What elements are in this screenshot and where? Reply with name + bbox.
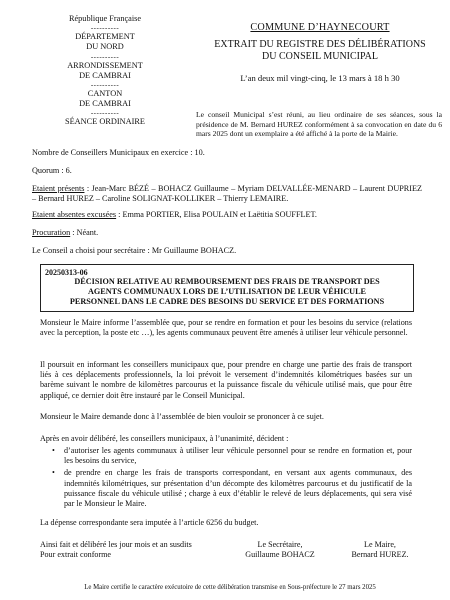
list-item [52,468,412,509]
decision-list [52,446,412,509]
mayor-title: Le Maire, [364,540,396,549]
deliberation-title-line-3: PERSONNEL DANS LE CADRE DES BESOINS DU SERVICE ET DES FORMATIONS [69,297,385,306]
list-item-text: d’autoriser les agents communaux à utiliser leur véhicule personnel pour se rendre en formation et, pour les besoins du service, [64,446,412,466]
quorum: Quorum : 6. [32,166,72,175]
register-extract-title [195,39,445,63]
procuration [32,228,422,238]
deliberation-title-line-1: DÉCISION RELATIVE AU REMBOURSEMENT DES FRAIS DE TRANSPORT DES [74,277,380,286]
mayor-name: Bernard HUREZ. [351,550,409,560]
department-line-1: DÉPARTEMENT [75,32,135,42]
separator: ---------- [90,52,120,61]
absents-names: : Emma PORTIER, Elisa POULAIN et Laëtitia SOUFFLET. [116,210,317,219]
absents-label: Etaient absentes excusées [32,210,117,219]
bullet-icon: • [52,468,55,478]
closing-line-1: Ainsi fait et délibéré les jour mois et an susdits [40,540,192,549]
closing-line-2: Pour extrait conforme [40,550,112,560]
footer-text: Le Maire certifie le caractère exécutoire de cette délibération transmise en Sous-préfecture le 27 mars 2025 [84,584,376,591]
republic-label: République Française [68,14,142,23]
deliberation-title-box [40,264,414,312]
mayor-signature [340,540,420,560]
separator: ---------- [90,109,120,118]
extract-line-2: DU CONSEIL MUNICIPAL [262,51,378,62]
secretary-signature [240,540,320,560]
conseillers-count: Nombre de Conseillers Municipaux en exercice : 10. [32,148,205,157]
paragraph-5: La dépense correspondante sera imputée à l’article 6256 du budget. [40,518,259,527]
procuration-value: : Néant. [70,228,99,237]
secretary-name: Guillaume BOHACZ [245,550,315,560]
secretary-title: Le Secrétaire, [257,540,303,549]
paragraph-3: Monsieur le Maire demande donc à l’assemblée de bien vouloir se prononcer à ce sujet. [40,412,324,421]
executory-footer [40,584,420,592]
session-type: SÉANCE ORDINAIRE [65,117,145,127]
bullet-icon: • [52,446,55,455]
paragraph-1: Monsieur le Maire informe l’assemblée que, pour se rendre en formation et pour les besoins du service (relations avec la perception, la poste etc …), les agents communaux peuvent être amenés à utiliser leur véhicule personnel. [40,318,412,338]
intro-paragraph: Le conseil Municipal s’est réuni, au lieu ordinaire de ses séances, sous la présidence de M. Bernard HUREZ conformément à sa convocation en date du 6 mars 2025 dont un exemplaire a été affiché à la porte de la Mairie. [196,110,442,139]
presents-label: Etaient présents [32,184,85,193]
absents-list [32,210,422,220]
arrondissement-line-2: DE CAMBRAI [79,70,131,80]
secretary-choice: Le Conseil a choisi pour secrétaire : Mr Guillaume BOHACZ. [32,246,237,255]
canton-line-2: DE CAMBRAI [79,99,131,109]
presents-list [32,184,422,204]
separator: ---------- [90,81,120,90]
closing-formula [40,540,192,560]
presents-names: : Jean-Marc BÉZÉ – BOHACZ Guillaume – Myriam DELVALLÉE-MENARD – Laurent DUPRIEZ – Bernard HUREZ – Caroline SOLIGNAT-KOLLIKER – Thierry LEMAIRE. [32,184,422,204]
canton-line-1: CANTON [87,89,123,99]
deliberation-number: 20250313-06 [45,268,88,277]
list-item-text: de prendre en charge les frais de transports correspondant, en versant aux agents communaux, des indemnités kilométriques, sur présentation d’un décompte des kilomètres parcourus et du justificatif de la puissance fiscale du véhicule utilisé ; charge à eux d’établir le relevé de leurs déplacements, qui sera visé par le Monsieur le Maire. [64,468,412,509]
deliberation-title-line-2: AGENTS COMMUNAUX LORS DE L’UTILISATION DE LEUR VÉHICULE [87,287,367,296]
list-item [52,446,412,466]
paragraph-4: Après en avoir délibéré, les conseillers municipaux, à l’unanimité, décident : [40,434,289,443]
department-line-2: DU NORD [86,42,124,52]
right-header [195,22,445,83]
session-date: L’an deux mil vingt-cinq, le 13 mars à 18 h 30 [240,73,400,83]
commune-title: COMMUNE D’HAYNECOURT [250,22,390,33]
paragraph-2: Il poursuit en informant les conseillers municipaux que, pour prendre en charge une partie des frais de transport liés à ces déplacements professionnels, la loi prévoit le versement d’indemnités kilométriques basées sur un barème suivant le nombre de kilomètres parcourus et la puissance fiscale du véhicule utilisé mais, que pour être appliqué, ce dernier doit être instauré par le Conseil Municipal. [40,360,412,400]
procuration-label: Procuration [32,228,71,237]
arrondissement-line-1: ARRONDISSEMENT [67,60,143,70]
left-header [40,14,170,128]
extract-line-1: EXTRAIT DU REGISTRE DES DÉLIBÉRATIONS [214,39,426,50]
separator: ---------- [90,24,120,33]
